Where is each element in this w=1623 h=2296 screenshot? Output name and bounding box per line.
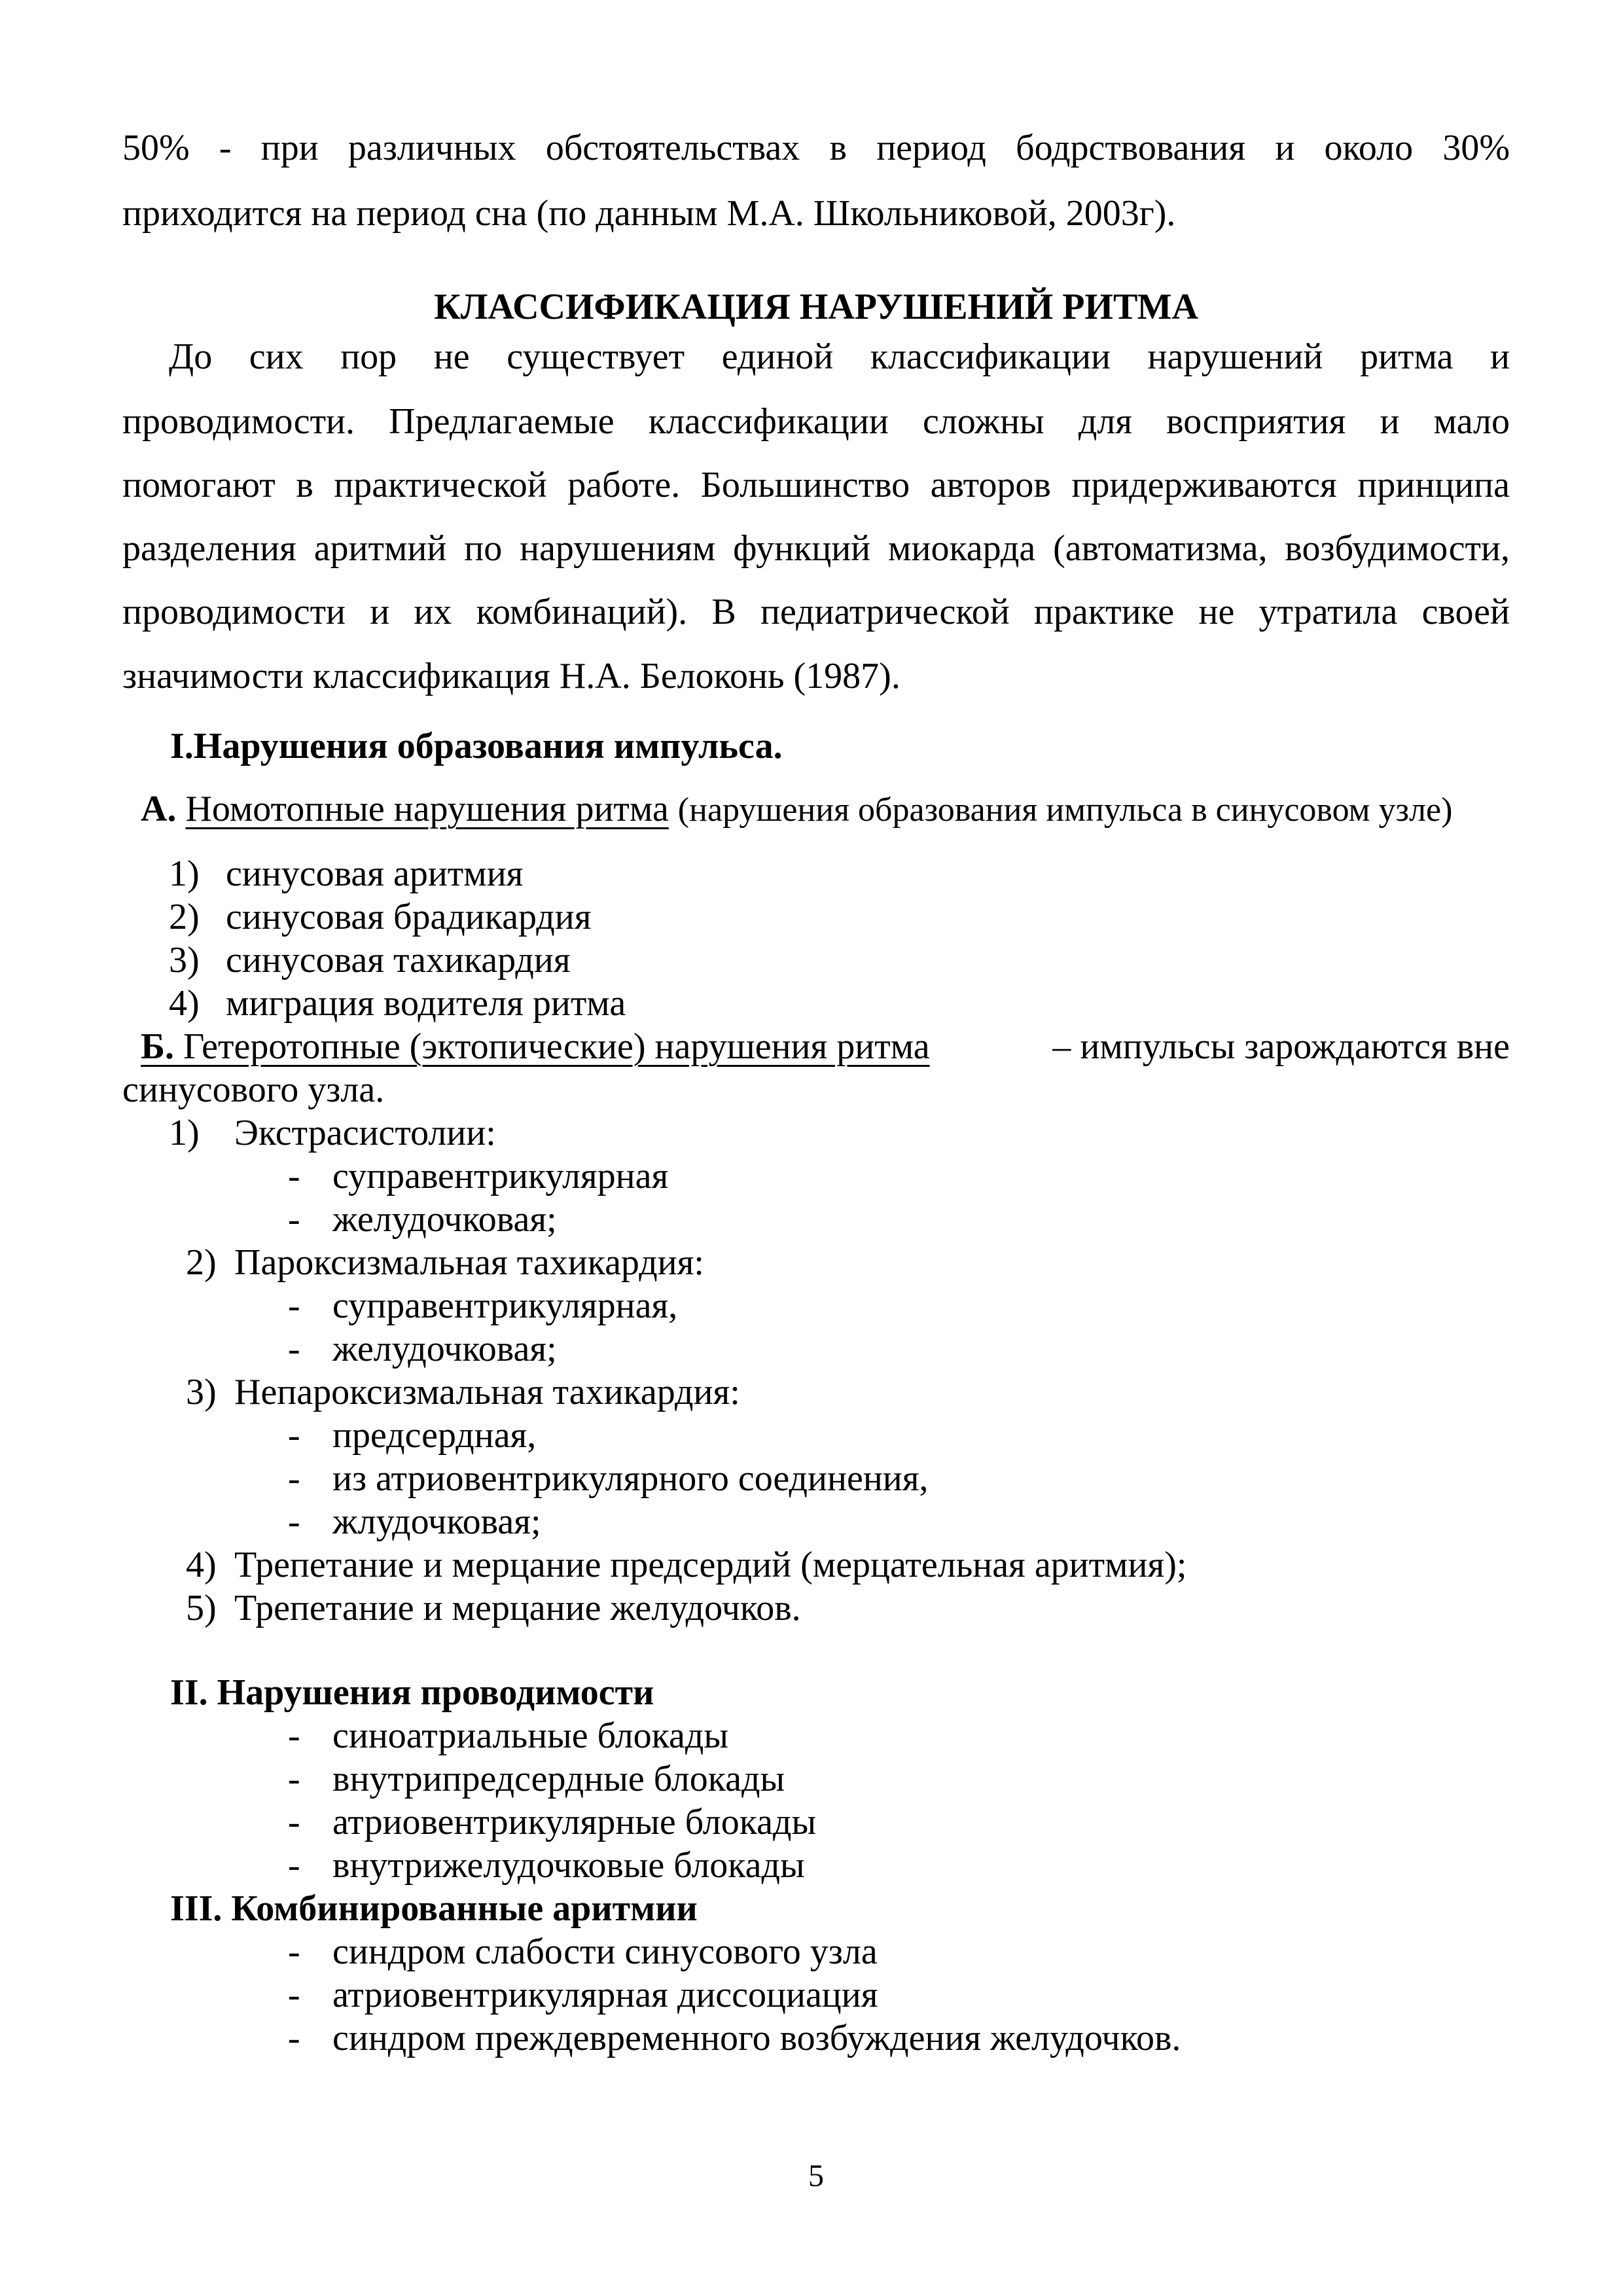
a-item-num-2: 2) <box>169 897 200 937</box>
subsection-b-cont: синусового узла. <box>122 1069 385 1110</box>
b-group-2-sub-1: суправентрикулярная, <box>332 1285 678 1326</box>
section-2-item-1: синоатриальные блокады <box>332 1715 728 1756</box>
subsection-b-line <box>141 1025 1510 1068</box>
dash: - <box>288 1975 300 2015</box>
dash: - <box>288 1715 300 1756</box>
dash: - <box>288 1156 300 1196</box>
subsection-b-note: – импульсы зарождаются вне <box>1052 1026 1510 1067</box>
paragraph-line-4: разделения аритмий по нарушениям функций миокарда (автоматизма, возбудимости, <box>122 528 1510 569</box>
dash: - <box>288 1285 300 1326</box>
section-2-title: II. Нарушения проводимости <box>170 1672 654 1713</box>
a-item-1: синусовая аритмия <box>226 853 524 894</box>
b-group-title-3: Непароксизмальная тахикардия: <box>234 1372 740 1412</box>
b-group-num-5: 5) <box>186 1588 217 1628</box>
intro-line-1: 50% - при различных обстоятельствах в период бодрствования и около 30% <box>122 128 1510 168</box>
section-2-item-2: внутрипредсердные блокады <box>332 1759 785 1799</box>
b-group-num-3: 3) <box>186 1372 217 1412</box>
a-item-num-1: 1) <box>169 853 200 894</box>
dash: - <box>288 2018 300 2058</box>
b-group-title-4: Трепетание и мерцание предсердий (мерцательная аритмия); <box>234 1545 1187 1585</box>
subsection-b-title: Гетеротопные (эктопические) нарушения ритма <box>174 1026 930 1067</box>
dash: - <box>288 1501 300 1542</box>
section-3-title: III. Комбинированные аритмии <box>170 1888 698 1929</box>
subsection-b-letter: Б. <box>141 1026 175 1067</box>
page-number: 5 <box>808 2159 824 2193</box>
dash: - <box>288 1199 300 1240</box>
section-3-item-1: синдром слабости синусового узла <box>332 1931 878 1972</box>
subsection-a-letter: А. <box>141 789 177 829</box>
b-group-2-sub-2: желудочковая; <box>332 1329 557 1369</box>
b-group-3-sub-1: предсердная, <box>332 1415 537 1456</box>
paragraph-line-3: помогают в практической работе. Большинство авторов придерживаются принципа <box>122 465 1510 505</box>
dash: - <box>288 1931 300 1972</box>
a-item-4: миграция водителя ритма <box>226 983 626 1024</box>
b-group-num-2: 2) <box>186 1242 217 1283</box>
subsection-a-title: Номотопные нарушения ритма <box>185 789 669 829</box>
b-group-3-sub-3: жлудочковая; <box>332 1501 541 1542</box>
a-item-num-3: 3) <box>169 940 200 980</box>
a-item-num-4: 4) <box>169 983 200 1024</box>
dash: - <box>288 1802 300 1842</box>
subsection-a-note: (нарушения образования импульса в синусовом узле) <box>677 791 1453 829</box>
dash: - <box>288 1415 300 1456</box>
paragraph-line-5: проводимости и их комбинаций). В педиатрической практике не утратила своей <box>122 592 1510 632</box>
section-1-title: I.Нарушения образования импульса. <box>170 726 783 766</box>
paragraph-line-1: До сих пор не существует единой классификации нарушений ритма и <box>169 336 1510 377</box>
b-group-title-5: Трепетание и мерцание желудочков. <box>234 1588 801 1628</box>
b-group-1-sub-2: желудочковая; <box>332 1199 557 1240</box>
subsection-a-line <box>141 787 1452 832</box>
b-group-num-4: 4) <box>186 1545 217 1585</box>
b-group-1-sub-1: суправентрикулярная <box>332 1156 669 1196</box>
a-item-2: синусовая брадикардия <box>226 897 592 937</box>
section-2-item-4: внутрижелудочковые блокады <box>332 1845 805 1886</box>
b-group-num-1: 1) <box>169 1113 200 1153</box>
intro-line-2: приходится на период сна (по данным М.А. Школьниковой, 2003г). <box>122 193 1176 234</box>
paragraph-line-2: проводимости. Предлагаемые классификации сложны для восприятия и мало <box>122 401 1510 442</box>
section-3-item-3: синдром преждевременного возбуждения желудочков. <box>332 2018 1181 2058</box>
dash: - <box>288 1759 300 1799</box>
paragraph-line-6: значимости классификация Н.А. Белоконь (1987). <box>122 656 901 696</box>
b-group-title-2: Пароксизмальная тахикардия: <box>234 1242 704 1283</box>
dash: - <box>288 1845 300 1886</box>
section-heading: КЛАССИФИКАЦИЯ НАРУШЕНИЙ РИТМА <box>434 287 1198 327</box>
dash: - <box>288 1458 300 1499</box>
a-item-3: синусовая тахикардия <box>226 940 571 980</box>
b-group-3-sub-2: из атриовентрикулярного соединения, <box>332 1458 929 1499</box>
dash: - <box>288 1329 300 1369</box>
b-group-title-1: Экстрасистолии: <box>234 1113 496 1153</box>
section-2-item-3: атриовентрикулярные блокады <box>332 1802 817 1842</box>
section-3-item-2: атриовентрикулярная диссоциация <box>332 1975 878 2015</box>
